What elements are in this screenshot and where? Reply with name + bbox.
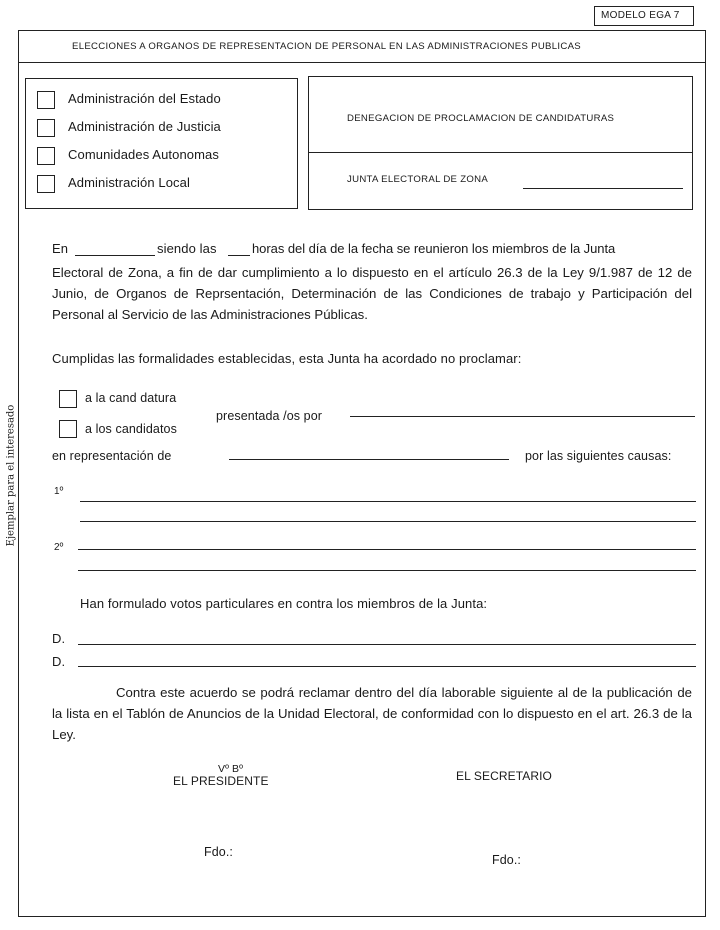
secretario-label: EL SECRETARIO xyxy=(456,769,552,783)
cause-1-field[interactable] xyxy=(80,501,696,502)
checkbox-comunidades[interactable] xyxy=(37,147,55,165)
admin-option-label: Administración del Estado xyxy=(68,91,221,106)
cause-2-field-cont[interactable] xyxy=(78,570,696,571)
checkbox-admin-estado[interactable] xyxy=(37,91,55,109)
secretario-signature-label: Fdo.: xyxy=(492,853,521,867)
votos-text: Han formulado votos particulares en contra los miembros de la Junta: xyxy=(80,596,488,611)
junta-name-field[interactable] xyxy=(523,188,683,189)
acuerdo-text: Cumplidas las formalidades establecidas, esta Junta ha acordado no proclamar: xyxy=(52,351,522,366)
representacion-label: en representación de xyxy=(52,449,172,463)
side-note: Ejemplar para el interesado xyxy=(5,404,17,547)
header-rule xyxy=(18,62,706,63)
presidente-signature-label: Fdo.: xyxy=(204,845,233,859)
header-title: ELECCIONES A ORGANOS DE REPRESENTACION DE PERSONAL EN LAS ADMINISTRACIONES PUBLICAS xyxy=(72,41,581,52)
checkbox-admin-local[interactable] xyxy=(37,175,55,193)
member-1-label: D. xyxy=(52,631,66,646)
representacion-field[interactable] xyxy=(229,459,509,460)
member-2-label: D. xyxy=(52,654,66,669)
intro-word-siendo: siendo las xyxy=(157,241,217,256)
member-1-field[interactable] xyxy=(78,644,696,645)
form-code: MODELO EGA 7 xyxy=(601,10,680,21)
title-box xyxy=(308,76,693,210)
admin-option-label: Administración Local xyxy=(68,175,190,190)
admin-option-label: Comunidades Autonomas xyxy=(68,147,219,162)
checkbox-candidatura[interactable] xyxy=(59,390,77,408)
member-2-field[interactable] xyxy=(78,666,696,667)
cause-2-field[interactable] xyxy=(78,549,696,550)
option-candidatura-label: a la cand datura xyxy=(85,391,177,405)
checkbox-candidatos[interactable] xyxy=(59,420,77,438)
admin-option-label: Administración de Justicia xyxy=(68,119,221,134)
presentada-field[interactable] xyxy=(350,416,695,417)
intro-word-en: En xyxy=(52,241,69,256)
presentada-label: presentada /os por xyxy=(216,409,323,423)
causas-label: por las siguientes causas: xyxy=(525,449,672,463)
intro-line-1: horas del día de la fecha se reunieron los miembros de la Junta xyxy=(252,241,616,256)
title-divider xyxy=(309,152,692,153)
intro-paragraph: Electoral de Zona, a fin de dar cumplimiento a lo dispuesto en el artículo 26.3 de la Ley 9/1.987 de 12 de Junio, de Organos de Reprsentación, Determinación de las Condiciones de trabajo y Participación del Personal al Servicio de las Administraciones Públicas. xyxy=(52,265,692,322)
vobo-label: Vº Bº xyxy=(218,763,244,775)
junta-label: JUNTA ELECTORAL DE ZONA xyxy=(347,174,489,185)
reclamar-paragraph: Contra este acuerdo se podrá reclamar dentro del día laborable siguiente al de la publicación de la lista en el Tablón de Anuncios de la Unidad Electoral, de conformidad con lo dispuesto en el art. 26.3 de la Ley. xyxy=(52,685,692,742)
doc-title: DENEGACION DE PROCLAMACION DE CANDIDATURAS xyxy=(347,113,615,124)
option-candidatos-label: a los candidatos xyxy=(85,422,177,436)
cause-1-field-cont[interactable] xyxy=(80,521,696,522)
checkbox-admin-justicia[interactable] xyxy=(37,119,55,137)
cause-2-label: 2º xyxy=(54,542,64,553)
form-code-box xyxy=(594,6,694,26)
admin-options-box xyxy=(25,78,298,209)
place-field[interactable] xyxy=(75,255,155,256)
cause-1-label: 1º xyxy=(54,486,64,497)
hour-field[interactable] xyxy=(228,255,250,256)
presidente-label: EL PRESIDENTE xyxy=(173,774,269,788)
